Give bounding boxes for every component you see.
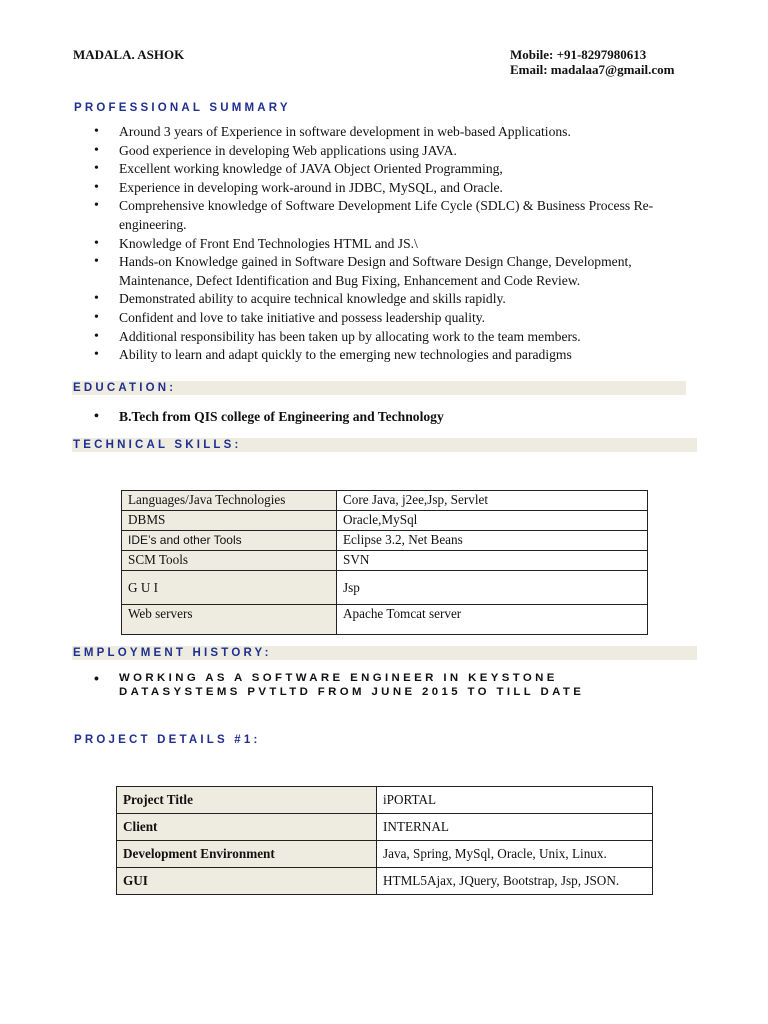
table-row [122,571,648,605]
list-item: • Demonstrated ability to acquire technical knowledge and skills rapidly. [73,290,693,309]
list-item: • Comprehensive knowledge of Software Development Life Cycle (SDLC) & Business Process Re-engineering. [73,197,679,234]
skill-value: SVN [337,551,648,571]
project-value: Java, Spring, MySql, Oracle, Unix, Linux. [377,841,653,868]
project-label: Client [117,814,377,841]
education-heading: EDUCATION: [72,381,686,395]
list-item: • Confident and love to take initiative and possess leadership quality. [73,309,693,328]
employment-history-heading: EMPLOYMENT HISTORY: [72,646,697,660]
list-item: • Excellent working knowledge of JAVA Object Oriented Programming, [73,160,693,179]
email-address: Email: madalaa7@gmail.com [510,62,675,77]
list-item: • Additional responsibility has been taken up by allocating work to the team members. [73,328,693,347]
mobile-number: Mobile: +91-8297980613 [510,47,647,62]
skill-value: Jsp [337,571,648,605]
table-row [122,605,648,635]
list-item: • B.Tech from QIS college of Engineering and Technology [73,408,693,427]
table-row [122,491,648,511]
list-item: • Around 3 years of Experience in software development in web-based Applications. [73,123,693,142]
list-item: • Hands-on Knowledge gained in Software Design and Software Design Change, Development, Maintenance, Defect Identification and Bug Fixing, Enhancement and Code Review. [73,253,679,290]
education-list [73,408,693,427]
table-row [122,511,648,531]
list-item: • Experience in developing work-around in JDBC, MySQL, and Oracle. [73,179,693,198]
technical-skills-heading: TECHNICAL SKILLS: [72,438,697,452]
project-value: HTML5Ajax, JQuery, Bootstrap, Jsp, JSON. [377,868,653,895]
skill-value: Apache Tomcat server [337,605,648,635]
employment-list [73,671,679,699]
project-details-table [116,786,653,895]
project-value: iPORTAL [377,787,653,814]
skill-label: DBMS [122,511,337,531]
project-label: Project Title [117,787,377,814]
table-row [122,531,648,551]
table-row [117,868,653,895]
list-item: • Ability to learn and adapt quickly to the emerging new technologies and paradigms [73,346,693,365]
skill-label: SCM Tools [122,551,337,571]
project-label: GUI [117,868,377,895]
skill-value: Eclipse 3.2, Net Beans [337,531,648,551]
list-item: • Good experience in developing Web applications using JAVA. [73,142,693,161]
contact-info [510,47,674,77]
table-row [117,841,653,868]
table-row [117,787,653,814]
project-details-heading: PROJECT DETAILS #1: [74,734,261,746]
skill-label: IDE’s and other Tools [122,531,337,551]
list-item: • Knowledge of Front End Technologies HTML and JS.\ [73,235,693,254]
table-row [122,551,648,571]
professional-summary-heading: PROFESSIONAL SUMMARY [74,102,291,114]
skill-label: Web servers [122,605,337,635]
professional-summary-list [73,123,693,365]
skill-label: G U I [122,571,337,605]
project-label: Development Environment [117,841,377,868]
technical-skills-table [121,490,648,635]
project-value: INTERNAL [377,814,653,841]
skill-value: Oracle,MySql [337,511,648,531]
skill-value: Core Java, j2ee,Jsp, Servlet [337,491,648,511]
table-row [117,814,653,841]
skill-label: Languages/Java Technologies [122,491,337,511]
candidate-name: MADALA. ASHOK [73,47,185,62]
list-item: • WORKING AS A SOFTWARE ENGINEER IN KEYSTONE DATASYSTEMS PVTLTD FROM JUNE 2015 TO TILL DATE [73,671,679,699]
